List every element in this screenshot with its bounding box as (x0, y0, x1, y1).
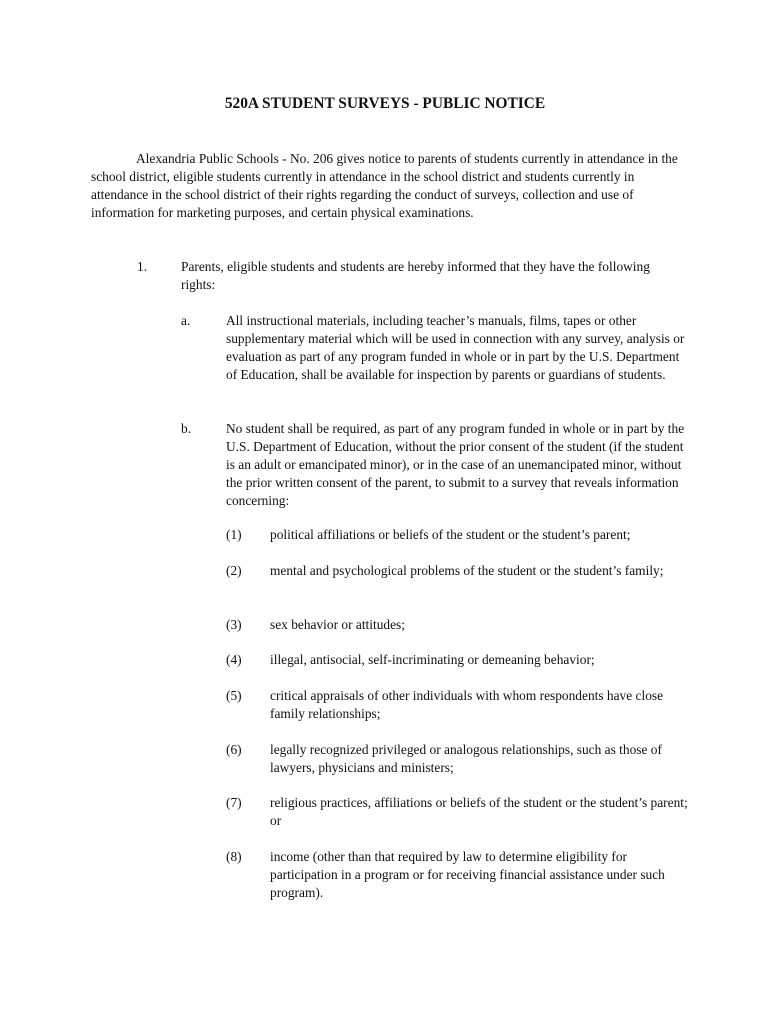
subitem-8-text: income (other than that required by law to determine eligibility for participation in a program or for receiving financial assistance under such program). (270, 849, 665, 900)
section-1-marker: 1. (137, 259, 148, 274)
subitem-2-marker: (2) (226, 563, 242, 578)
subitem-7-marker: (7) (226, 795, 242, 810)
subitem-6-text: legally recognized privileged or analogous relationships, such as those of lawyers, physicians and ministers; (270, 742, 662, 775)
item-b-text: No student shall be required, as part of any program funded in whole or in part by the U.S. Department of Education, without the prior consent of the student (if the student is an adult or emancipated minor), or in the case of an unemancipated minor, without the prior written consent of the parent, to submit to a survey that reveals information concerning: (226, 421, 685, 508)
subitem-2-text: mental and psychological problems of the student or the student’s family; (270, 563, 664, 578)
subitem-8-marker: (8) (226, 849, 242, 864)
subitem-3-text: sex behavior or attitudes; (270, 617, 405, 632)
section-1-text: Parents, eligible students and students are hereby informed that they have the following rights: (181, 259, 650, 292)
intro-paragraph: Alexandria Public Schools - No. 206 gives notice to parents of students currently in attendance in the school district, eligible students currently in attendance in the school district and students currently in attendance in the school district of their rights regarding the conduct of surveys, collection and use of information for marketing purposes, and certain physical examinations. (91, 151, 678, 220)
subitem-7-text: religious practices, affiliations or beliefs of the student or the student’s parent; or (270, 795, 688, 828)
subitem-5-marker: (5) (226, 688, 242, 703)
document-title: 520A STUDENT SURVEYS - PUBLIC NOTICE (224, 95, 546, 112)
subitem-5-text: critical appraisals of other individuals with whom respondents have close family relationships; (270, 688, 664, 721)
item-a-marker: a. (181, 313, 191, 328)
item-b-marker: b. (181, 421, 192, 436)
subitem-1-marker: (1) (226, 527, 242, 542)
subitem-4-text: illegal, antisocial, self-incriminating or demeaning behavior; (270, 652, 595, 667)
subitem-6-marker: (6) (226, 742, 242, 757)
subitem-1-text: political affiliations or beliefs of the student or the student’s parent; (270, 527, 631, 542)
subitem-4-marker: (4) (226, 652, 242, 667)
subitem-3-marker: (3) (226, 617, 242, 632)
item-a-text: All instructional materials, including teacher’s manuals, films, tapes or other supplementary material which will be used in connection with any survey, analysis or evaluation as part of any program funded in whole or in part by the U.S. Department of Education, shall be available for inspection by parents or guardians of students. (226, 313, 685, 382)
